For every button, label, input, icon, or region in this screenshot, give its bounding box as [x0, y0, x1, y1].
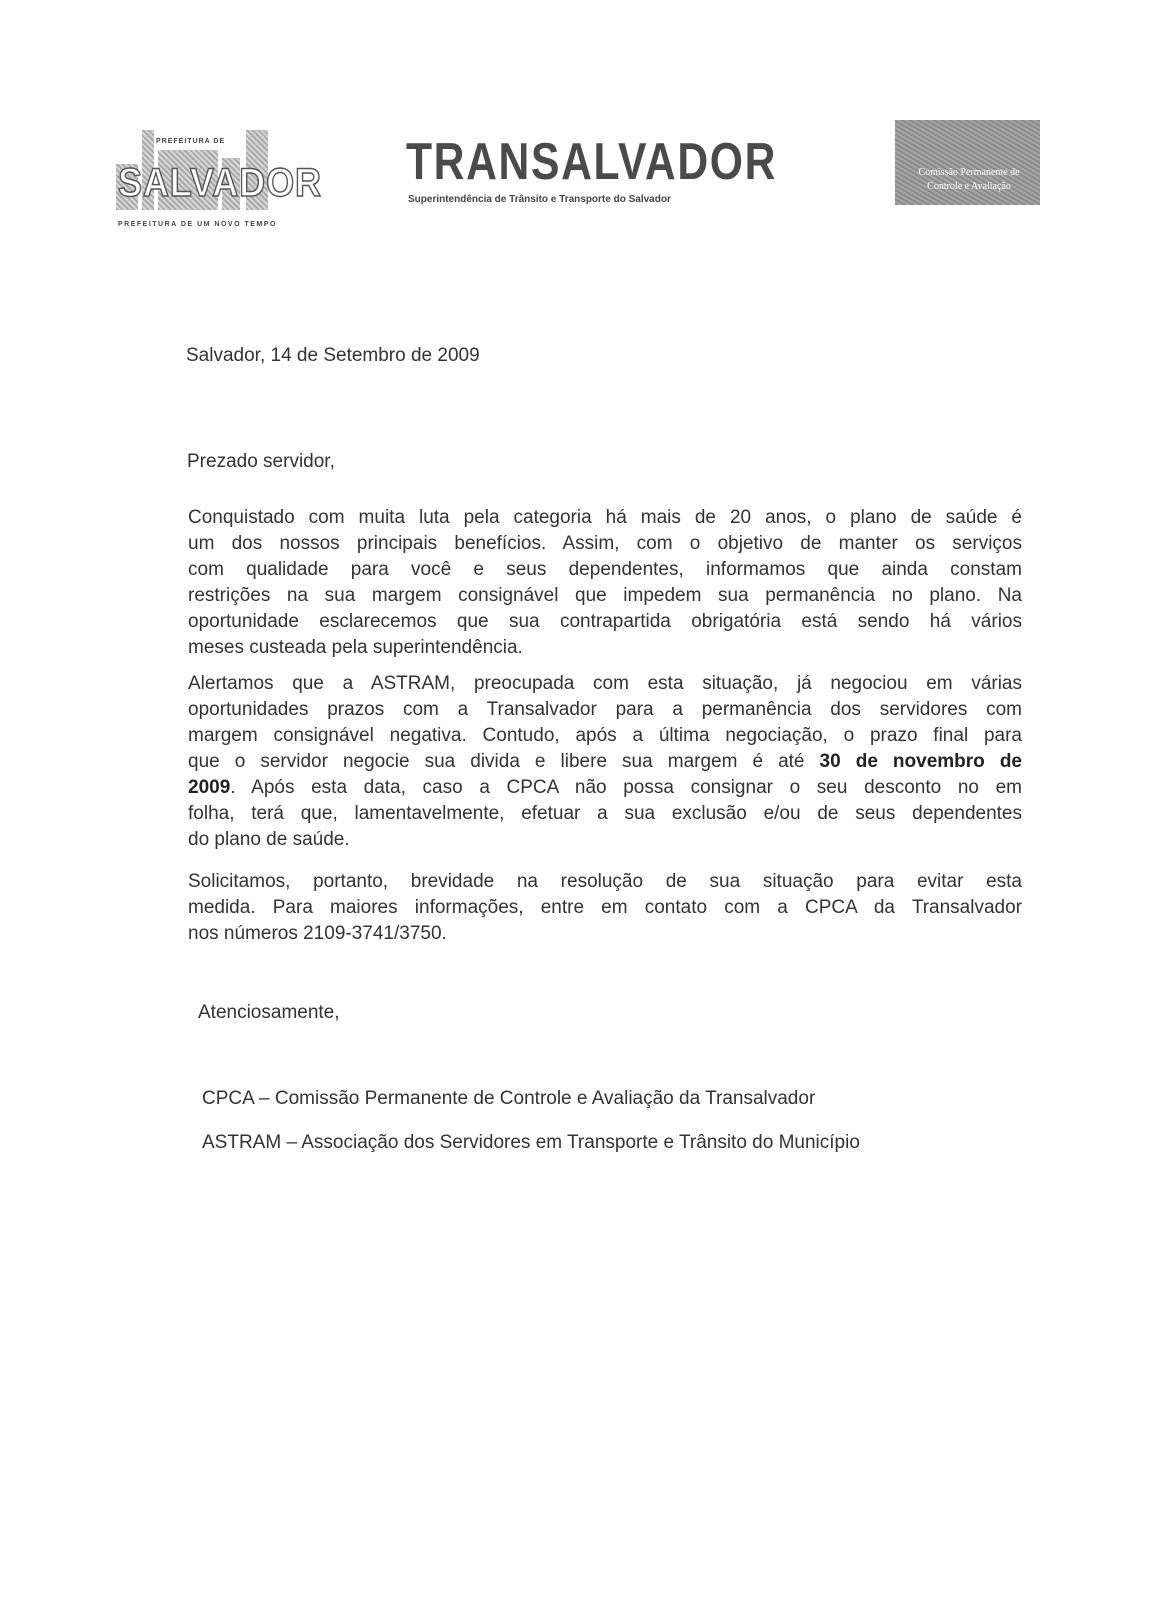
- transalvador-name: TRANSALVADOR: [406, 133, 778, 191]
- deadline-year: 2009: [188, 777, 231, 798]
- transalvador-logo: [406, 132, 778, 212]
- text-line: [188, 775, 1022, 801]
- text-segment: que o servidor negocie sua divida e libere sua margem é até: [188, 751, 820, 772]
- cpca-line2: Controle e Avaliação: [927, 181, 1011, 192]
- logo-tagline: PREFEITURA DE UM NOVO TEMPO: [118, 221, 277, 228]
- logo-name: SALVADOR: [118, 161, 322, 205]
- text-line: medida. Para maiores informações, entre em contato com a CPCA da Transalvador: [188, 897, 1022, 918]
- transalvador-subtitle: Superintendência de Trânsito e Transporte do Salvador: [408, 194, 671, 205]
- text-line: [188, 749, 1022, 775]
- text-line: restrições na sua margem consignável que impedem sua permanência no plano. Na: [188, 585, 1022, 606]
- text-line: margem consignável negativa. Contudo, após a última negociação, o prazo final para: [188, 725, 1022, 746]
- logo-top-text: PREFEITURA DE: [156, 138, 226, 145]
- text-line: nos números 2109-3741/3750.: [188, 923, 447, 944]
- paragraph-3: [188, 869, 1022, 947]
- signature-astram: ASTRAM – Associação dos Servidores em Transporte e Trânsito do Município: [202, 1132, 860, 1153]
- text-line: oportunidades prazos com a Transalvador para a permanência dos servidores com: [188, 699, 1022, 720]
- letter-closing: Atenciosamente,: [198, 1002, 340, 1023]
- cpca-line1: Comissão Permanente de: [918, 167, 1020, 178]
- letter-date: Salvador, 14 de Setembro de 2009: [186, 345, 480, 366]
- text-line: com qualidade para você e seus dependentes, informamos que ainda constam: [188, 559, 1022, 580]
- text-line: Solicitamos, portanto, brevidade na resolução de sua situação para evitar esta: [188, 871, 1022, 892]
- text-line: Alertamos que a ASTRAM, preocupada com esta situação, já negociou em várias: [188, 673, 1022, 694]
- prefeitura-salvador-logo: [116, 128, 322, 228]
- text-line: folha, terá que, lamentavelmente, efetuar a sua exclusão e/ou de seus dependentes: [188, 803, 1022, 824]
- paragraph-1: [188, 505, 1022, 661]
- text-line: oportunidade esclarecemos que sua contrapartida obrigatória está sendo há vários: [188, 611, 1022, 632]
- text-segment: . Após esta data, caso a CPCA não possa consignar o seu desconto no em: [230, 777, 1022, 798]
- text-line: Conquistado com muita luta pela categoria há mais de 20 anos, o plano de saúde é: [188, 507, 1022, 528]
- deadline-date: 30 de novembro de: [819, 751, 1022, 772]
- signature-cpca: CPCA – Comissão Permanente de Controle e Avaliação da Transalvador: [202, 1088, 816, 1109]
- cpca-logo: [895, 120, 1040, 205]
- text-line: meses custeada pela superintendência.: [188, 637, 523, 658]
- text-line: do plano de saúde.: [188, 829, 350, 850]
- letter-greeting: Prezado servidor,: [187, 451, 335, 472]
- paragraph-2: [188, 671, 1022, 853]
- text-line: um dos nossos principais benefícios. Assim, com o objetivo de manter os serviços: [188, 533, 1022, 554]
